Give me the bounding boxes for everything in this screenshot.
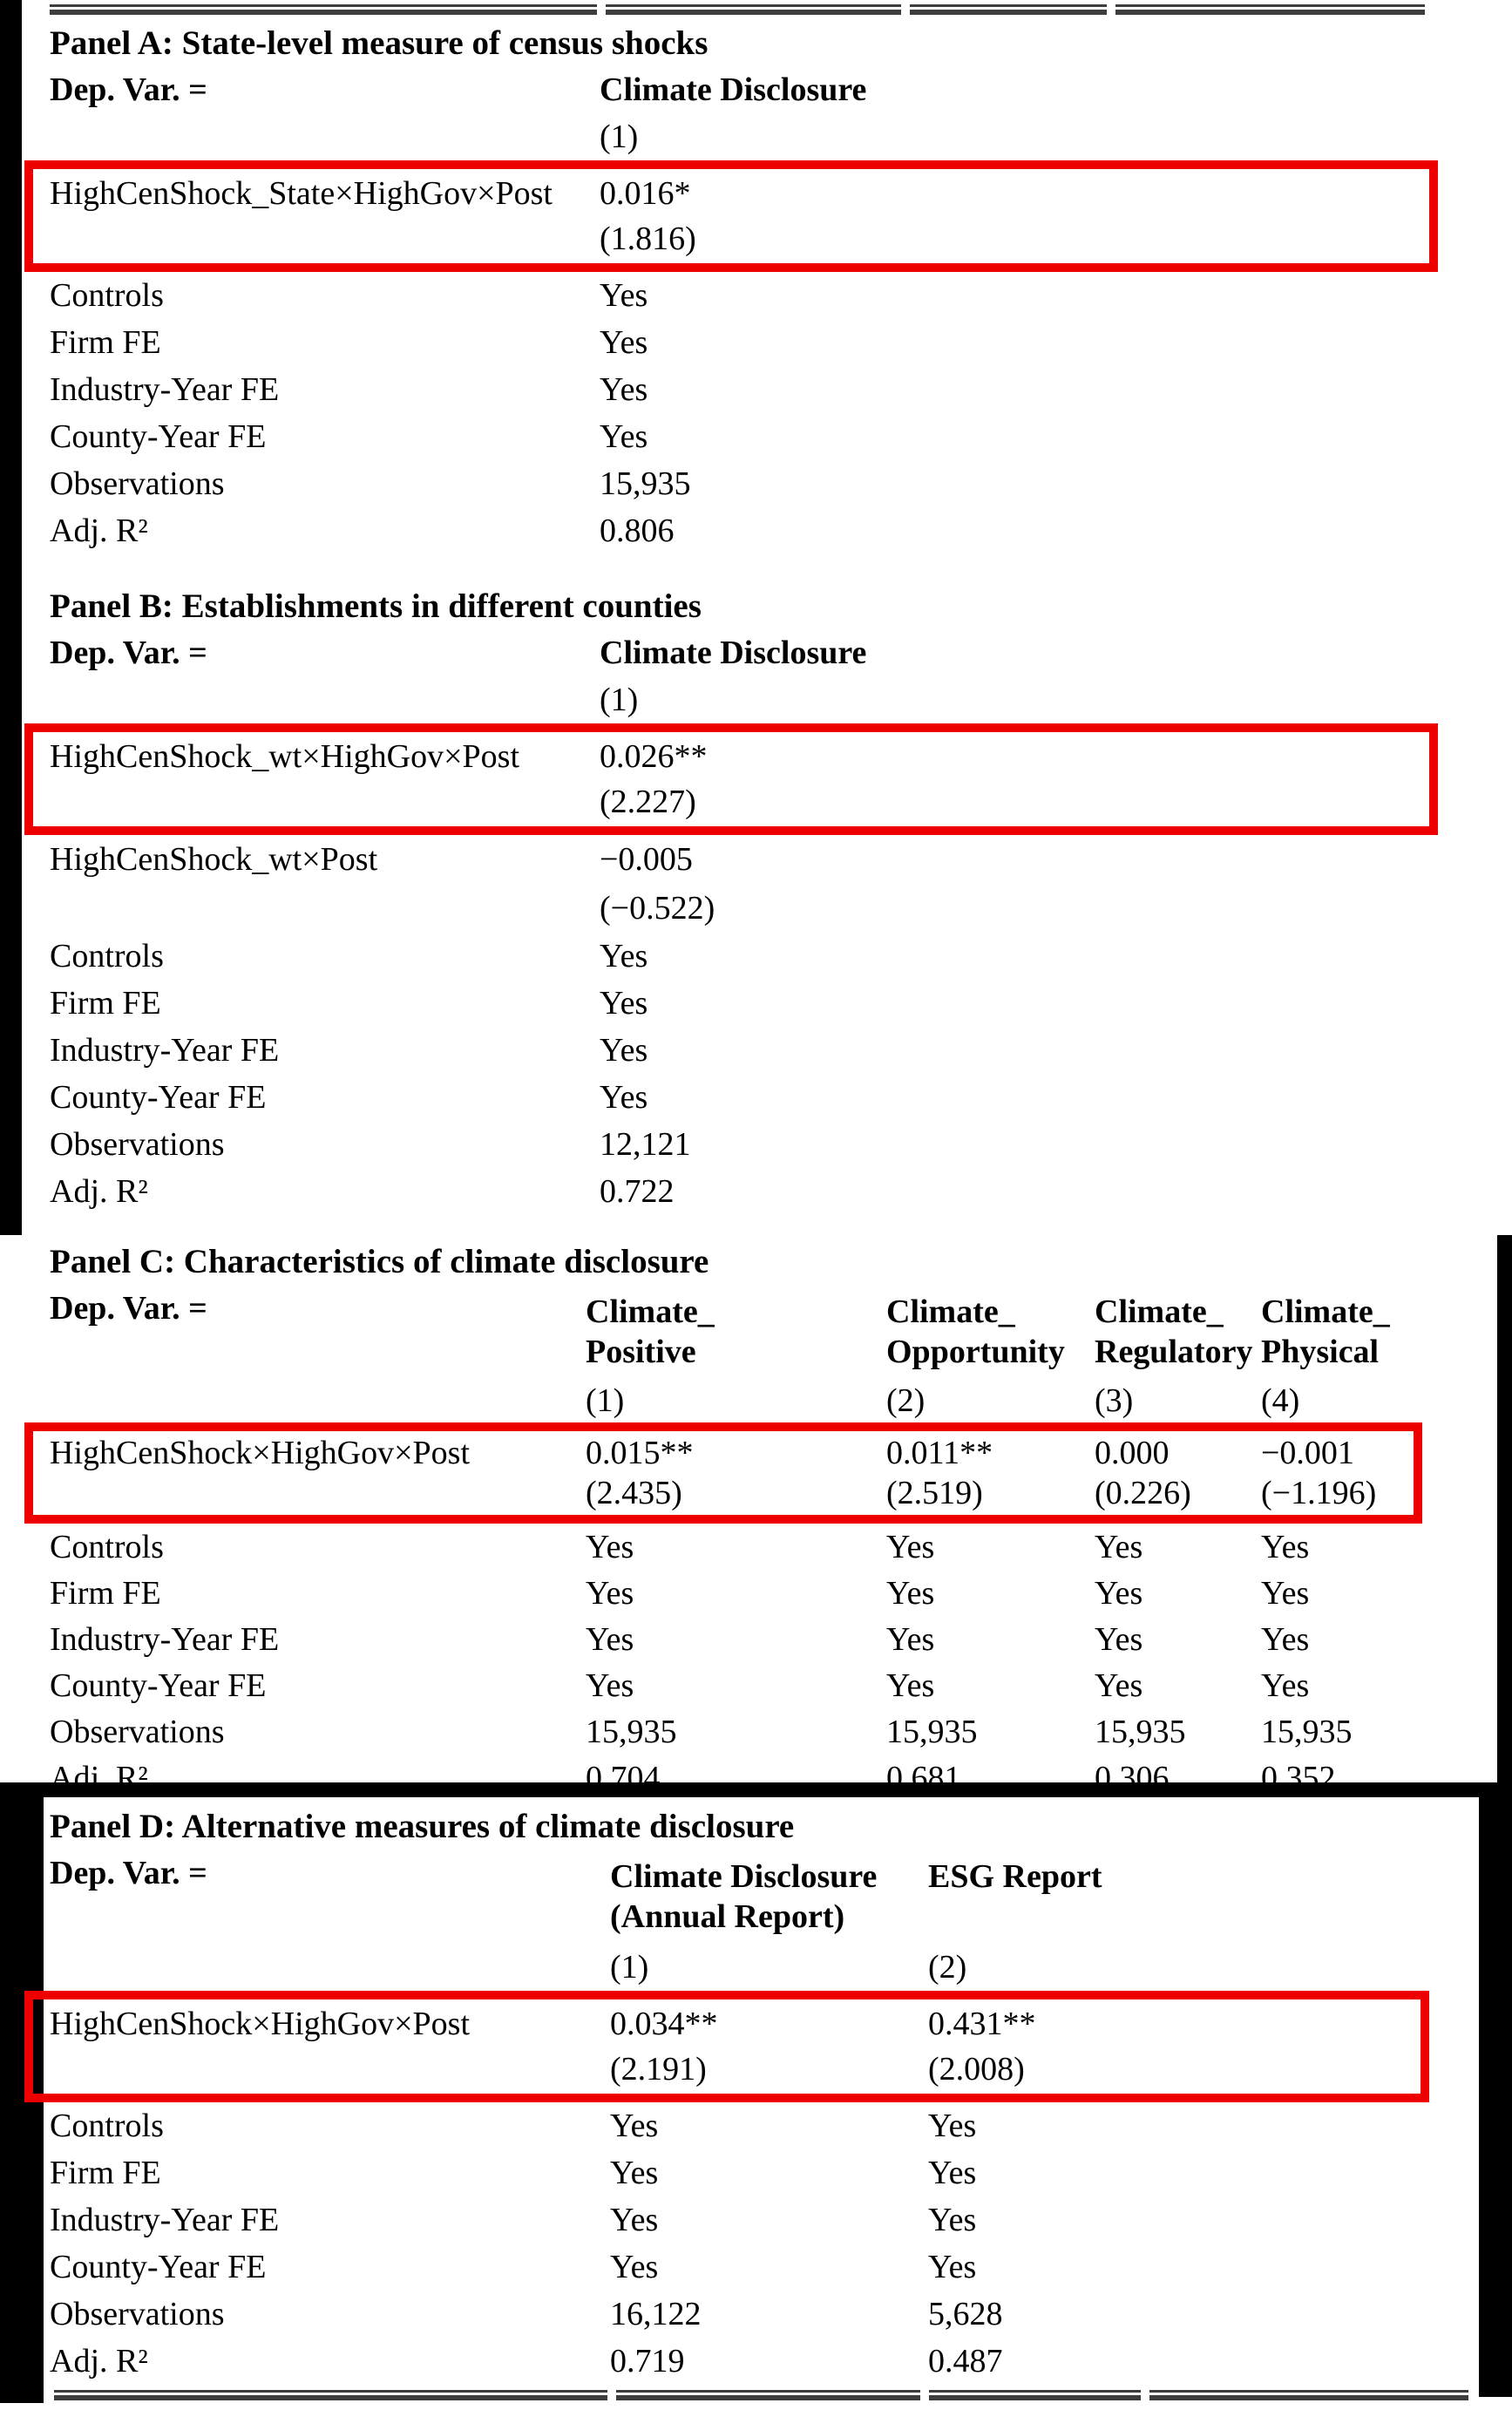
info-row [50, 2102, 1512, 2149]
info-row-value: Yes [586, 1620, 634, 1658]
table-rule-segment [929, 2390, 1141, 2400]
info-row-label: Industry-Year FE [50, 1620, 280, 1658]
column-header-line: Positive [586, 1334, 696, 1370]
info-row-value: Yes [600, 277, 648, 314]
info-row [50, 1755, 1512, 1801]
tstat-row [50, 2047, 1420, 2092]
info-row [50, 1708, 1512, 1755]
info-row [50, 2196, 1512, 2244]
dep-var-header-row [50, 1850, 1512, 1944]
column-header-line: Climate_ [1261, 1293, 1390, 1330]
info-row-label: Industry-Year FE [50, 2202, 280, 2238]
coefficient-row [50, 2001, 1420, 2047]
column-numbers-row [50, 113, 1512, 160]
table-rule-segment [606, 4, 901, 15]
info-row [50, 1570, 1512, 1616]
coefficient-value: 0.026** [600, 738, 708, 775]
info-row-label: Firm FE [50, 324, 161, 361]
column-number: (2) [886, 1382, 926, 1419]
info-row-value: Yes [586, 1528, 634, 1565]
info-row-label: Controls [50, 938, 164, 974]
column-number: (2) [928, 1949, 967, 1986]
info-row-value: Yes [600, 418, 648, 455]
info-row-value: 0.722 [600, 1173, 675, 1210]
info-row-label: Observations [50, 1126, 225, 1163]
variable-label: HighCenShock_wt×Post [50, 841, 378, 878]
t-statistic: (2.227) [600, 784, 696, 820]
info-row-label: County-Year FE [50, 1079, 267, 1116]
column-number: (1) [600, 119, 639, 155]
coefficient-value: 0.015** [586, 1435, 694, 1471]
info-row-value: 0.306 [1095, 1759, 1170, 1796]
column-number: (4) [1261, 1382, 1300, 1419]
table-rule-segment [616, 2390, 920, 2400]
dep-var-label: Dep. Var. = [50, 71, 207, 108]
info-row-label: Firm FE [50, 985, 161, 1022]
info-row-value: Yes [928, 2108, 977, 2144]
coefficient-value: 0.011** [886, 1435, 993, 1471]
info-row [50, 1074, 1512, 1121]
info-row [50, 1616, 1512, 1662]
highlight-annotation-box [24, 1422, 1422, 1524]
info-row-value: Yes [886, 1667, 935, 1704]
coefficient-value: −0.005 [600, 841, 693, 878]
info-row-value: Yes [1261, 1574, 1310, 1612]
table-rule-segment [910, 4, 1107, 15]
info-row-value: 15,935 [1095, 1713, 1186, 1750]
info-row [50, 319, 1512, 366]
info-row-value: Yes [600, 371, 648, 408]
info-row-value: Yes [886, 1528, 935, 1565]
highlight-annotation-box [24, 1991, 1429, 2102]
info-row-value: Yes [610, 2249, 659, 2285]
info-row-value: 0.806 [600, 513, 675, 549]
info-row-value: 16,122 [610, 2296, 702, 2332]
info-row [50, 1121, 1512, 1168]
column-header-line: Climate Disclosure [600, 635, 867, 671]
info-row-label: Controls [50, 1528, 164, 1565]
panel-b [0, 582, 1512, 1215]
info-row-label: Adj. R² [50, 1759, 148, 1796]
info-row-value: Yes [928, 2202, 977, 2238]
coefficient-value: 0.000 [1095, 1435, 1170, 1471]
column-header [928, 1857, 1190, 1897]
panel-c [0, 1238, 1512, 1801]
variable-label: HighCenShock×HighGov×Post [50, 1435, 470, 1471]
info-row-label: Industry-Year FE [50, 1032, 280, 1069]
column-header-line: Climate_ [886, 1293, 1015, 1330]
info-row-value: Yes [610, 2108, 659, 2144]
info-row-value: 12,121 [600, 1126, 691, 1163]
table-rule-segment [1115, 4, 1425, 15]
info-row-label: Controls [50, 277, 164, 314]
info-row-label: Industry-Year FE [50, 371, 280, 408]
info-row-value: Yes [586, 1667, 634, 1704]
info-row-value: Yes [928, 2249, 977, 2285]
info-row-label: Adj. R² [50, 2343, 148, 2379]
panel-d [0, 1802, 1512, 2385]
column-number: (3) [1095, 1382, 1134, 1419]
info-row-value: 0.487 [928, 2343, 1003, 2379]
column-header [1095, 1292, 1261, 1372]
coefficient-row [50, 734, 1429, 779]
info-row-label: County-Year FE [50, 418, 267, 455]
column-numbers-row [50, 1944, 1512, 1991]
info-row-value: Yes [600, 324, 648, 361]
info-row-label: Firm FE [50, 1574, 161, 1612]
info-row-value: Yes [1095, 1574, 1143, 1612]
table-rule-segment [1149, 2390, 1468, 2400]
t-statistic: (2.008) [928, 2051, 1025, 2088]
column-header [1261, 1292, 1435, 1372]
column-header-line: Climate_ [586, 1293, 715, 1330]
t-statistic: (−0.522) [600, 890, 715, 927]
info-row-value: Yes [1261, 1528, 1310, 1565]
column-header-line: Climate_ [1095, 1293, 1224, 1330]
column-header [586, 1292, 886, 1372]
info-row [50, 507, 1512, 554]
column-number: (1) [586, 1382, 625, 1419]
info-row-value: 15,935 [1261, 1713, 1353, 1750]
column-number: (1) [600, 682, 639, 718]
column-header [600, 73, 948, 106]
info-row [50, 1662, 1512, 1708]
info-row-value: Yes [1261, 1620, 1310, 1658]
info-row [50, 1168, 1512, 1215]
tstat-row [50, 216, 1429, 261]
panel-title: Panel D: Alternative measures of climate disclosure [50, 1807, 795, 1845]
info-row-value: Yes [886, 1574, 935, 1612]
column-numbers-row [50, 1379, 1512, 1422]
info-row [50, 2149, 1512, 2196]
info-row-value: 0.719 [610, 2343, 685, 2379]
coefficient-row [50, 171, 1429, 216]
column-number: (1) [610, 1949, 649, 1986]
info-row-value: Yes [610, 2155, 659, 2191]
info-row-value: Yes [1261, 1667, 1310, 1704]
variable-label: HighCenShock_State×HighGov×Post [50, 175, 553, 212]
info-row-value: Yes [586, 1574, 634, 1612]
variable-label: HighCenShock_wt×HighGov×Post [50, 738, 519, 775]
table-rule-segment [50, 4, 597, 15]
info-row-value: Yes [600, 985, 648, 1022]
panel-title: Panel B: Establishments in different counties [50, 587, 702, 625]
info-row [50, 413, 1512, 460]
variable-label: HighCenShock×HighGov×Post [50, 2006, 470, 2042]
info-row-value: Yes [1095, 1620, 1143, 1658]
column-header-line: ESG Report [928, 1858, 1102, 1895]
panel-title: Panel C: Characteristics of climate disclosure [50, 1242, 709, 1280]
info-row-label: Adj. R² [50, 513, 148, 549]
info-row-value: 15,935 [586, 1713, 677, 1750]
info-row-label: County-Year FE [50, 2249, 267, 2285]
info-row-value: Yes [928, 2155, 977, 2191]
column-header-line: Climate Disclosure [600, 71, 867, 108]
coefficient-row [50, 1433, 1414, 1473]
dep-var-label: Dep. Var. = [50, 1290, 207, 1327]
info-row [50, 2244, 1512, 2291]
column-header-line: Regulatory [1095, 1334, 1253, 1370]
tstat-row [50, 884, 1512, 933]
info-row-label: County-Year FE [50, 1667, 267, 1704]
coefficient-value: 0.016* [600, 175, 691, 212]
tstat-row [50, 779, 1429, 825]
t-statistic: (1.816) [600, 221, 696, 257]
info-row-label: Adj. R² [50, 1173, 148, 1210]
info-row-label: Firm FE [50, 2155, 161, 2191]
info-row-label: Controls [50, 2108, 164, 2144]
info-row [50, 2338, 1512, 2385]
info-row [50, 980, 1512, 1027]
info-row [50, 1524, 1512, 1570]
info-row [50, 272, 1512, 319]
info-row-value: Yes [1095, 1667, 1143, 1704]
info-row-value: Yes [600, 938, 648, 974]
coefficient-row [50, 835, 1512, 884]
highlight-annotation-box [24, 160, 1438, 272]
info-row [50, 933, 1512, 980]
info-row-value: Yes [610, 2202, 659, 2238]
t-statistic: (2.519) [886, 1475, 983, 1511]
column-header-line: Opportunity [886, 1334, 1065, 1370]
column-header [600, 636, 948, 669]
coefficient-value: −0.001 [1261, 1435, 1354, 1471]
column-header [610, 1857, 928, 1937]
info-row-value: 15,935 [886, 1713, 978, 1750]
info-row-label: Observations [50, 1713, 225, 1750]
column-header-line: Climate Disclosure [610, 1858, 878, 1895]
dep-var-label: Dep. Var. = [50, 635, 207, 671]
info-row [50, 2291, 1512, 2338]
info-row-value: 0.352 [1261, 1759, 1336, 1796]
t-statistic: (2.191) [610, 2051, 707, 2088]
column-header [886, 1292, 1095, 1372]
info-row-value: Yes [1095, 1528, 1143, 1565]
info-row [50, 366, 1512, 413]
info-row-value: 0.681 [886, 1759, 961, 1796]
info-row-label: Observations [50, 465, 225, 502]
t-statistic: (−1.196) [1261, 1475, 1377, 1511]
dep-var-header-row [50, 629, 1512, 676]
info-row-label: Observations [50, 2296, 225, 2332]
column-header-line: Physical [1261, 1334, 1380, 1370]
info-row-value: Yes [600, 1032, 648, 1069]
info-row-value: 0.704 [586, 1759, 661, 1796]
coefficient-value: 0.034** [610, 2006, 718, 2042]
info-row [50, 1027, 1512, 1074]
t-statistic: (0.226) [1095, 1475, 1191, 1511]
dep-var-header-row [50, 66, 1512, 113]
info-row [50, 460, 1512, 507]
coefficient-value: 0.431** [928, 2006, 1036, 2042]
panel-title: Panel A: State-level measure of census shocks [50, 24, 709, 62]
info-row-value: Yes [600, 1079, 648, 1116]
column-numbers-row [50, 676, 1512, 723]
info-row-value: Yes [886, 1620, 935, 1658]
info-row-value: 15,935 [600, 465, 691, 502]
highlight-annotation-box [24, 723, 1438, 835]
dep-var-label: Dep. Var. = [50, 1855, 207, 1891]
t-statistic: (2.435) [586, 1475, 682, 1511]
tstat-row [50, 1473, 1414, 1513]
info-row-value: 5,628 [928, 2296, 1003, 2332]
panel-a [0, 19, 1512, 554]
dep-var-header-row [50, 1285, 1512, 1379]
table-rule-segment [54, 2390, 607, 2400]
column-header-line: (Annual Report) [610, 1898, 845, 1935]
